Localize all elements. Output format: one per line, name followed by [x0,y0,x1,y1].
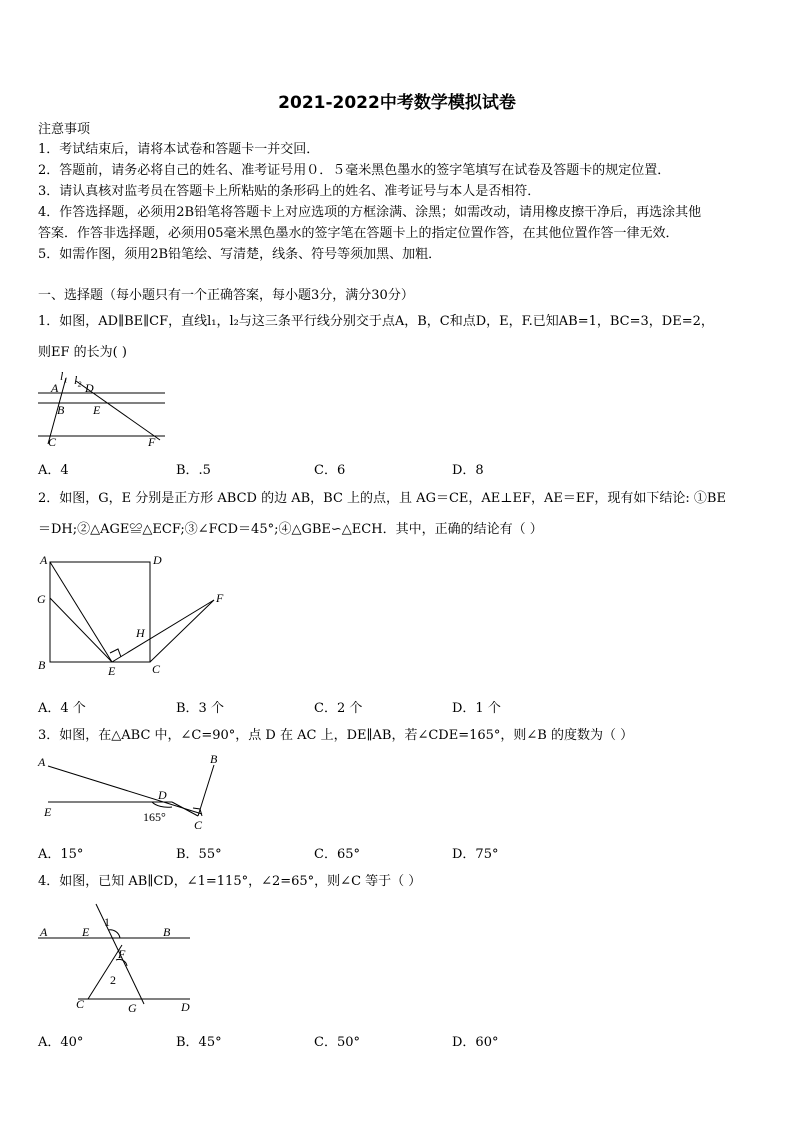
question-2-text-cont: ＝DH;②△AGE≌△ECF;③∠FCD＝45°;④△GBE∽△ECH．其中，正确的结论有（ ） [38,522,543,537]
fig4-label-G: G [128,1001,137,1015]
fig3-label-C: C [194,818,203,832]
q3-option-a: A．15° [38,847,84,862]
q2-option-c: C．2 个 [314,701,363,716]
q4-option-a: A．40° [38,1035,84,1050]
question-4-figure [30,898,210,1020]
fig4-label-A: A [40,925,48,939]
notice-item: 5．如需作图，须用2B铅笔绘、写清楚，线条、符号等须加黑、加粗． [38,247,442,262]
question-4-text: 4．如图，已知 AB∥CD，∠1=115°，∠2=65°，则∠C 等于（ ） [38,874,422,889]
fig2-label-E: E [108,664,116,678]
fig2-label-C: C [152,662,161,676]
fig2-label-H: H [136,626,145,640]
q1-option-b: B．.5 [176,463,211,478]
q1-option-d: D．8 [452,463,484,478]
section-heading: 一、选择题（每小题只有一个正确答案，每小题3分，满分30分） [38,288,414,303]
fig1-label-B: B [57,403,65,417]
q3-option-d: D．75° [452,847,499,862]
fig1-label-A: A [51,381,59,395]
fig2-label-D: D [153,553,162,567]
fig4-label-2: 2 [110,973,116,987]
q2-option-b: B．3 个 [176,701,224,716]
fig4-label-B: B [163,925,171,939]
q2-option-a: A．4 个 [38,701,86,716]
fig3-label-angle: 165° [143,810,166,824]
fig2-label-B: B [38,658,46,672]
q4-option-b: B．45° [176,1035,222,1050]
fig2-label-G: G [37,592,46,606]
fig1-label-C: C [48,435,57,449]
fig1-label-F: F [148,435,156,449]
fig3-label-D: D [158,788,167,802]
question-1-figure [30,368,180,450]
fig1-label-E: E [93,403,101,417]
notice-heading: 注意事项 [38,122,91,137]
fig2-label-A: A [40,553,48,567]
q4-option-c: C．50° [314,1035,360,1050]
fig3-label-E: E [44,805,52,819]
fig1-label-l2: l₂ [74,373,82,387]
question-1-text: 1．如图，AD∥BE∥CF，直线l₁，l₂与这三条平行线分别交于点A，B，C和点D，E，F.已知AB=1，BC=3，DE=2， [38,314,714,329]
q1-option-a: A．4 [38,463,69,478]
notice-item: 4．作答选择题，必须用2B铅笔将答题卡上对应选项的方框涂满、涂黑；如需改动，请用橡皮擦干净后，再选涂其他 [38,205,702,220]
fig4-label-F: F [118,947,126,961]
question-1-text-cont: 则EF 的长为( ) [38,345,127,360]
question-2-figure [32,548,232,680]
question-3-text: 3．如图，在△ABC 中，∠C=90°，点 D 在 AC 上，DE∥AB，若∠CDE=165°，则∠B 的度数为（ ） [38,728,634,743]
fig2-label-F: F [216,591,224,605]
fig4-label-E: E [82,925,90,939]
fig1-label-D: D [85,381,94,395]
q4-option-d: D．60° [452,1035,499,1050]
question-3-figure [30,750,230,836]
q2-option-d: D．1 个 [452,701,501,716]
fig4-label-C: C [76,997,85,1011]
fig4-label-D: D [181,1000,190,1014]
page-title: 2021-2022中考数学模拟试卷 [278,93,516,113]
question-2-text: 2．如图，G，E 分别是正方形 ABCD 的边 AB，BC 上的点，且 AG＝CE，AE⊥EF，AE＝EF，现有如下结论: ①BE [38,491,726,506]
fig4-label-1: 1 [104,915,110,929]
notice-item: 1．考试结束后，请将本试卷和答题卡一并交回． [38,142,320,157]
q3-option-b: B．55° [176,847,222,862]
notice-item: 答案．作答非选择题，必须用05毫米黑色墨水的签字笔在答题卡上的指定位置作答，在其他位置作答一律无效． [38,226,679,241]
fig3-label-B: B [210,752,218,766]
notice-item: 3．请认真核对监考员在答题卡上所粘贴的条形码上的姓名、准考证号与本人是否相符． [38,184,541,199]
q3-option-c: C．65° [314,847,360,862]
fig1-label-l1: l₁ [60,369,68,383]
q1-option-c: C．6 [314,463,346,478]
notice-item: 2．答题前，请务必将自己的姓名、准考证号用０．５毫米黑色墨水的签字笔填写在试卷及答题卡的规定位置． [38,163,671,178]
fig3-label-A: A [38,755,46,769]
